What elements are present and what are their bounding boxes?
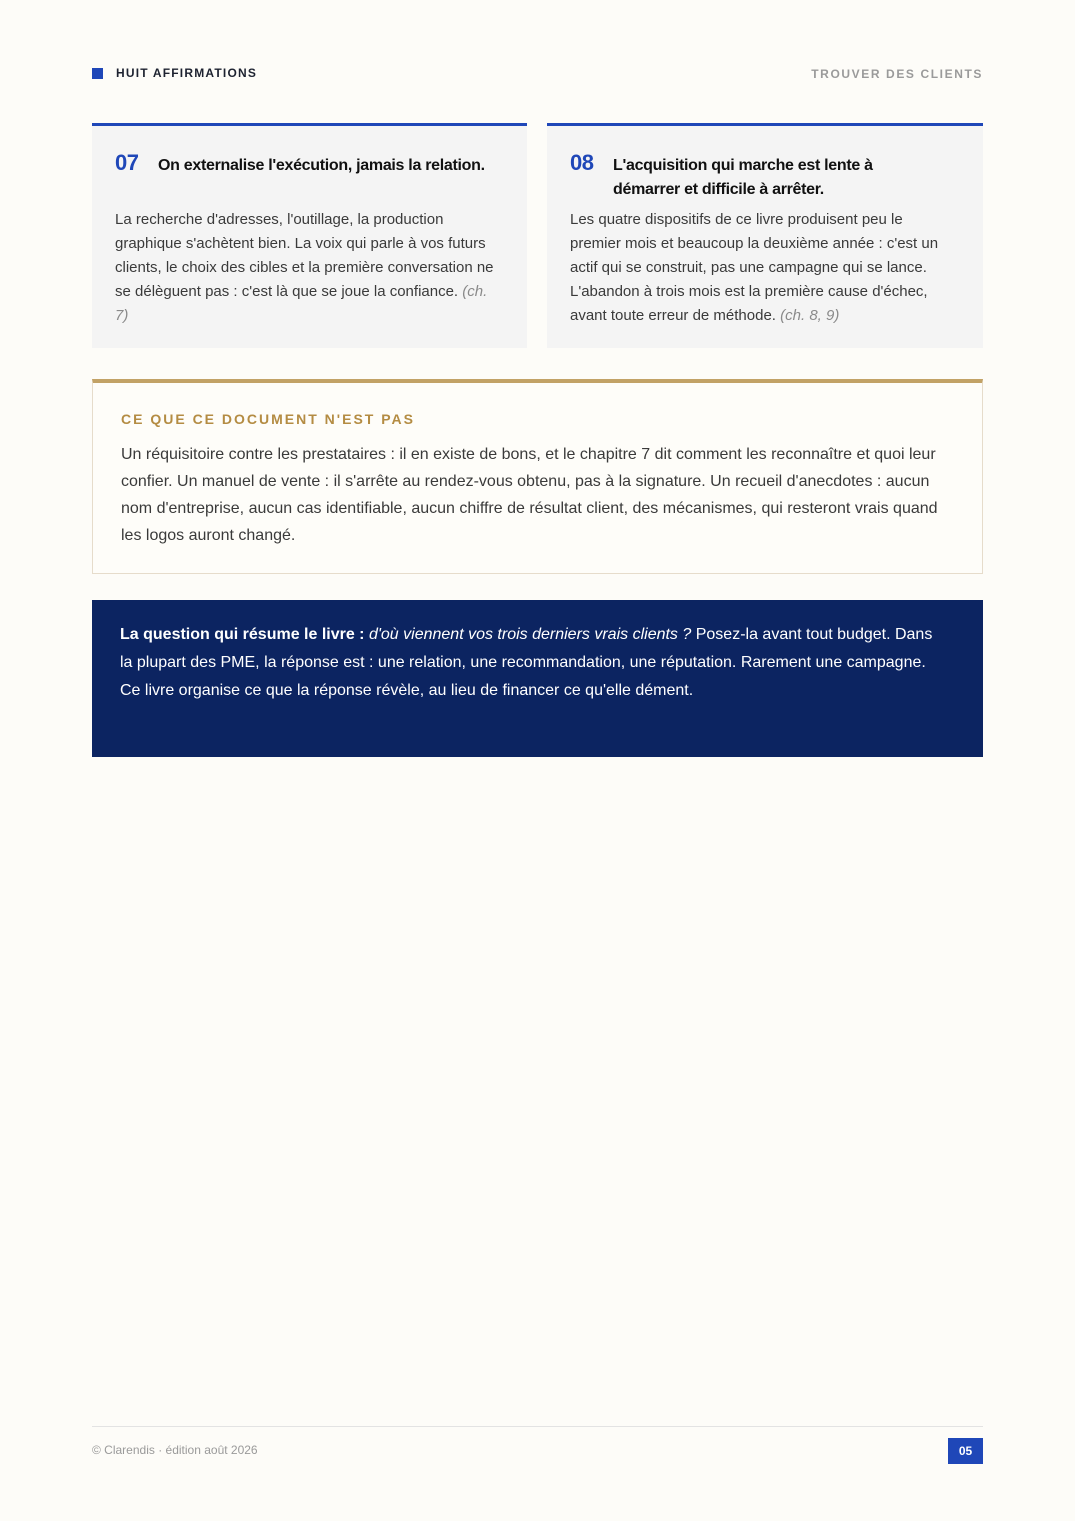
footer-copyright: © Clarendis · édition août 2026 xyxy=(92,1443,258,1457)
not-this-document-box xyxy=(92,379,983,574)
section-square-icon xyxy=(92,68,103,79)
affirmation-text: Les quatre dispositifs de ce livre produisent peu le premier mois et beaucoup la deuxième année : c'est un actif qui se construit, pas une campagne qui se lance. L'abandon à trois mois est la première cause d'échec, avant toute erreur de méthode. xyxy=(570,211,939,324)
affirmation-title: On externalise l'exécution, jamais la relation. xyxy=(158,157,485,174)
affirmation-number: 08 xyxy=(570,150,594,175)
affirmation-card-07 xyxy=(92,123,527,348)
affirmation-title: L'acquisition qui marche est lente à démarrer et difficile à arrêter. xyxy=(613,157,873,198)
page-number: 05 xyxy=(948,1438,983,1464)
not-box-heading: CE QUE CE DOCUMENT N'EST PAS xyxy=(121,411,415,427)
affirmation-body xyxy=(570,208,953,328)
not-box-body: Un réquisitoire contre les prestataires : il en existe de bons, et le chapitre 7 dit comment les reconnaître et quoi leur confier. Un manuel de vente : il s'arrête au rendez-vous obtenu, pas à la signature. Un recueil d'anecdotes : aucun nom d'entreprise, aucun cas identifiable, aucun chiffre de résultat client, des mécanismes, qui resteront vrais quand les logos auront changé. xyxy=(121,446,938,544)
key-question-rest: Posez-la avant tout budget. Dans la plupart des PME, la réponse est : une relation, une recommandation, une réputation. Rarement une campagne. Ce livre organise ce que la réponse révèle, au lieu de financer ce qu'elle dément. xyxy=(120,626,933,699)
section-title: HUIT AFFIRMATIONS xyxy=(116,66,258,80)
footer-divider xyxy=(92,1426,983,1427)
page-header xyxy=(92,66,983,82)
affirmation-number: 07 xyxy=(115,150,139,175)
chapter-reference: (ch. 8, 9) xyxy=(780,307,840,324)
affirmation-body xyxy=(115,208,497,328)
key-question-text xyxy=(120,621,943,705)
key-question-lead: La question qui résume le livre : xyxy=(120,626,369,643)
affirmation-text: La recherche d'adresses, l'outillage, la production graphique s'achètent bien. La voix qui parle à vos futurs clients, le choix des cibles et la première conversation ne se délèguent pas : c'est là que se joue la confiance. xyxy=(115,211,494,300)
affirmation-card-08 xyxy=(547,123,983,348)
key-question: d'où viennent vos trois derniers vrais clients ? xyxy=(368,626,692,643)
chapter-reference: (ch. 7) xyxy=(115,283,488,324)
key-question-box xyxy=(92,600,983,757)
section-label xyxy=(92,66,257,80)
document-title: TROUVER DES CLIENTS xyxy=(811,67,983,81)
